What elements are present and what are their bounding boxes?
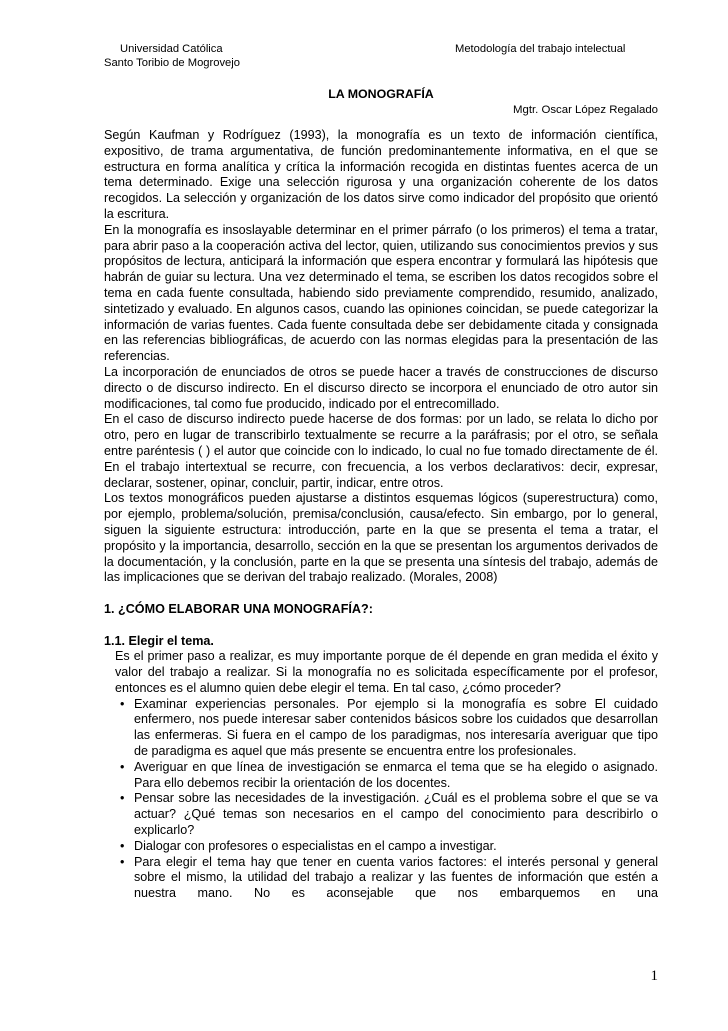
list-item xyxy=(120,760,658,792)
subsection-heading: 1.1. Elegir el tema. xyxy=(104,633,214,648)
document-author: Mgtr. Oscar López Regalado xyxy=(513,104,658,116)
header-course: Metodología del trabajo intelectual xyxy=(455,43,626,55)
bullet-icon: • xyxy=(120,838,125,853)
list-item xyxy=(120,839,658,855)
list-item xyxy=(120,855,658,902)
paragraph: En la monografía es insoslayable determinar en el primer párrafo (o los primeros) el tema a tratar, para abrir paso a la cooperación activa del lector, quien, utilizando sus conocimientos previos y sus propósitos de lectura, anticipará la información que espera encontrar y formulará las hipótesis que habrán de guiar su lectura. Una vez determinado el tema, se escriben los datos recogidos sobre el tema en cada fuente consultada, habiendo sido previamente comprendido, resumido, analizado, sintetizado y evaluado. En algunos casos, cuando las opiniones coincidan, se puede categorizar la información de varias fuentes. Cada fuente consultada debe ser debidamente citada y consignada en las referencias bibliográficas, de acuerdo con las normas elegidas para la presentación de las referencias. xyxy=(104,222,658,364)
header-institution xyxy=(104,42,240,70)
subsection-text: Es el primer paso a realizar, es muy importante porque de él depende en gran medida el éxito y valor del trabajo a realizar. Si la monografía no es solicitada específicamente por el profesor, entonces es el alumno quien debe elegir el tema. En tal caso, ¿cómo proceder? xyxy=(115,649,658,695)
list-item xyxy=(120,791,658,838)
paragraph: La incorporación de enunciados de otros se puede hacer a través de construcciones de discurso directo o de discurso indirecto. En el discurso directo se incorpora el enunciado de otro autor sin modificaciones, tal como fue producido, indicado por el entrecomillado. xyxy=(104,364,658,411)
section-heading: 1. ¿CÓMO ELABORAR UNA MONOGRAFÍA?: xyxy=(104,601,373,616)
bullet-list xyxy=(104,697,658,902)
list-item-text: Pensar sobre las necesidades de la investigación. ¿Cuál es el problema sobre el que se va actuar? ¿Qué temas son necesarios en el campo del conocimiento para describirlo o explicarlo? xyxy=(134,791,658,838)
list-item-text: Para elegir el tema hay que tener en cuenta varios factores: el interés personal y general sobre el mismo, la utilidad del trabajo a realizar y las fuentes de información que estén a nuestra mano. No es aconsejable que nos embarquemos en una xyxy=(134,854,658,901)
list-item xyxy=(120,697,658,760)
bullet-icon: • xyxy=(120,759,125,774)
list-item-text: Averiguar en que línea de investigación se enmarca el tema que se ha elegido o asignado. Para ello debemos recibir la orientación de los docentes. xyxy=(134,759,658,790)
bullet-icon: • xyxy=(120,791,125,806)
document-body xyxy=(104,128,658,902)
bullet-icon: • xyxy=(120,854,125,869)
header-university: Universidad Católica xyxy=(120,43,223,55)
page-number: 1 xyxy=(650,968,658,984)
header-campus: Santo Toribio de Mogrovejo xyxy=(104,57,240,69)
list-item-text: Dialogar con profesores o especialistas en el campo a investigar. xyxy=(134,838,497,853)
list-item-text: Examinar experiencias personales. Por ejemplo si la monografía es sobre El cuidado enfermero, nos puede interesar saber contenidos básicos sobre los cuidados que desarrollan las enfermeras. Si fuera en el campo de los paradigmas, nos interesaría averiguar que tipo de paradigma es aquel que más presente se encuentra entre los profesionales. xyxy=(134,696,658,759)
paragraph: Según Kaufman y Rodríguez (1993), la monografía es un texto de información científica, expositivo, de trama argumentativa, de función predominantemente informativa, en el que se estructura en forma analítica y crítica la información recogida en distintas fuentes acerca de un tema determinado. Exige una selección rigurosa y una organización coherente de los datos recogidos. La selección y organización de los datos sirve como indicador del propósito que orientó la escritura. xyxy=(104,128,658,221)
paragraph: Los textos monográficos pueden ajustarse a distintos esquemas lógicos (superestructura) como, por ejemplo, problema/solución, premisa/conclusión, causa/efecto. Sin embargo, por lo general, siguen la siguiente estructura: introducción, parte en la que se presenta el tema a tratar, el propósito y la importancia, desarrollo, sección en la que se presentan los argumentos derivados de la documentación, y la conclusión, parte en la que se presenta una síntesis del trabajo, además de las implicaciones que se derivan del trabajo realizado. (Morales, 2008) xyxy=(104,491,658,585)
document-title: LA MONOGRAFÍA xyxy=(328,87,434,101)
bullet-icon: • xyxy=(120,696,125,711)
paragraph: En el caso de discurso indirecto puede hacerse de dos formas: por un lado, se relata lo dicho por otro, pero en lugar de transcribirlo textualmente se recurre a la paráfrasis; por el otro, se señala entre paréntesis ( ) el autor que coincide con lo indicado, lo cual no fue tomado directamente de él. En el trabajo intertextual se recurre, con frecuencia, a los verbos declarativos: decir, expresar, declarar, sostener, opinar, concluir, partir, indicar, entre otros. xyxy=(104,412,658,490)
